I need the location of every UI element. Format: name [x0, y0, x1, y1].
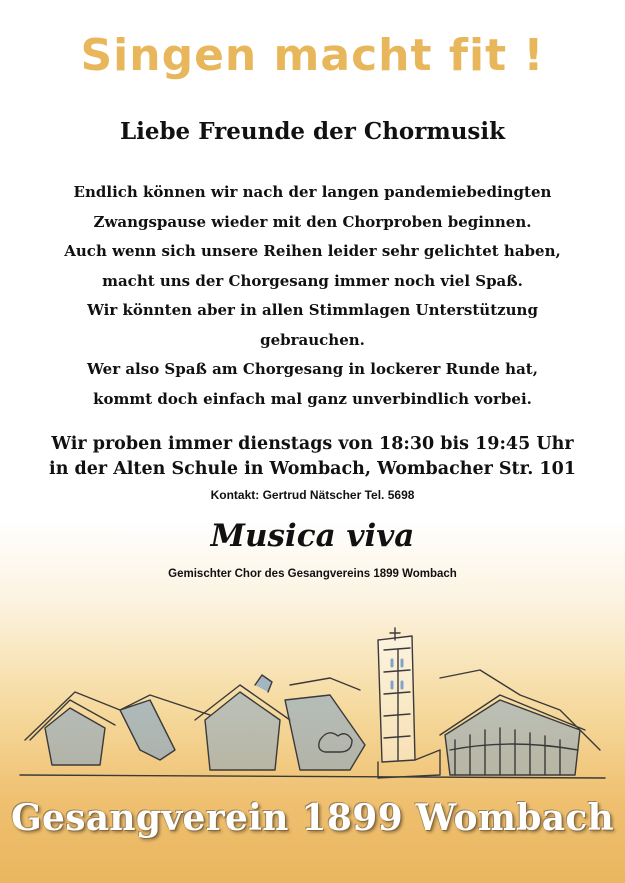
- paragraph-line: macht uns der Chorgesang immer noch viel Spaß.: [102, 271, 523, 290]
- paragraph-line: Endlich können wir nach der langen pandemiebedingten: [73, 183, 552, 201]
- rehearsal-place-line: in der Alten Schule in Wombach, Wombacher Str. 101: [49, 459, 576, 479]
- choir-description: Gemischter Chor des Gesangvereins 1899 Wombach: [168, 568, 457, 580]
- paragraph-line: Auch wenn sich unsere Reihen leider sehr gelichtet haben,: [64, 242, 561, 260]
- village-skyline-illustration: [0, 600, 625, 790]
- paragraph-line: Wer also Spaß am Chorgesang in lockerer Runde hat,: [87, 360, 538, 378]
- invitation-paragraph: [20, 178, 605, 414]
- choir-name-logo: Musica viva: [210, 518, 415, 554]
- contact-info: Kontakt: Gertrud Nätscher Tel. 5698: [210, 488, 415, 502]
- paragraph-line: Wir könnten aber in allen Stimmlagen Unterstützung: [87, 301, 538, 319]
- paragraph-line: kommt doch einfach mal ganz unverbindlich vorbei.: [93, 389, 532, 408]
- paragraph-line: Zwangspause wieder mit den Chorproben beginnen.: [93, 212, 532, 231]
- rehearsal-info: [0, 432, 625, 482]
- club-name-footer: Gesangverein 1899 Wombach: [10, 797, 615, 839]
- flyer-title: Singen macht fit !: [80, 30, 545, 81]
- paragraph-line: gebrauchen.: [260, 330, 365, 349]
- flyer-subtitle: Liebe Freunde der Chormusik: [119, 118, 506, 145]
- rehearsal-time-line: Wir proben immer dienstags von 18:30 bis 19:45 Uhr: [51, 434, 574, 454]
